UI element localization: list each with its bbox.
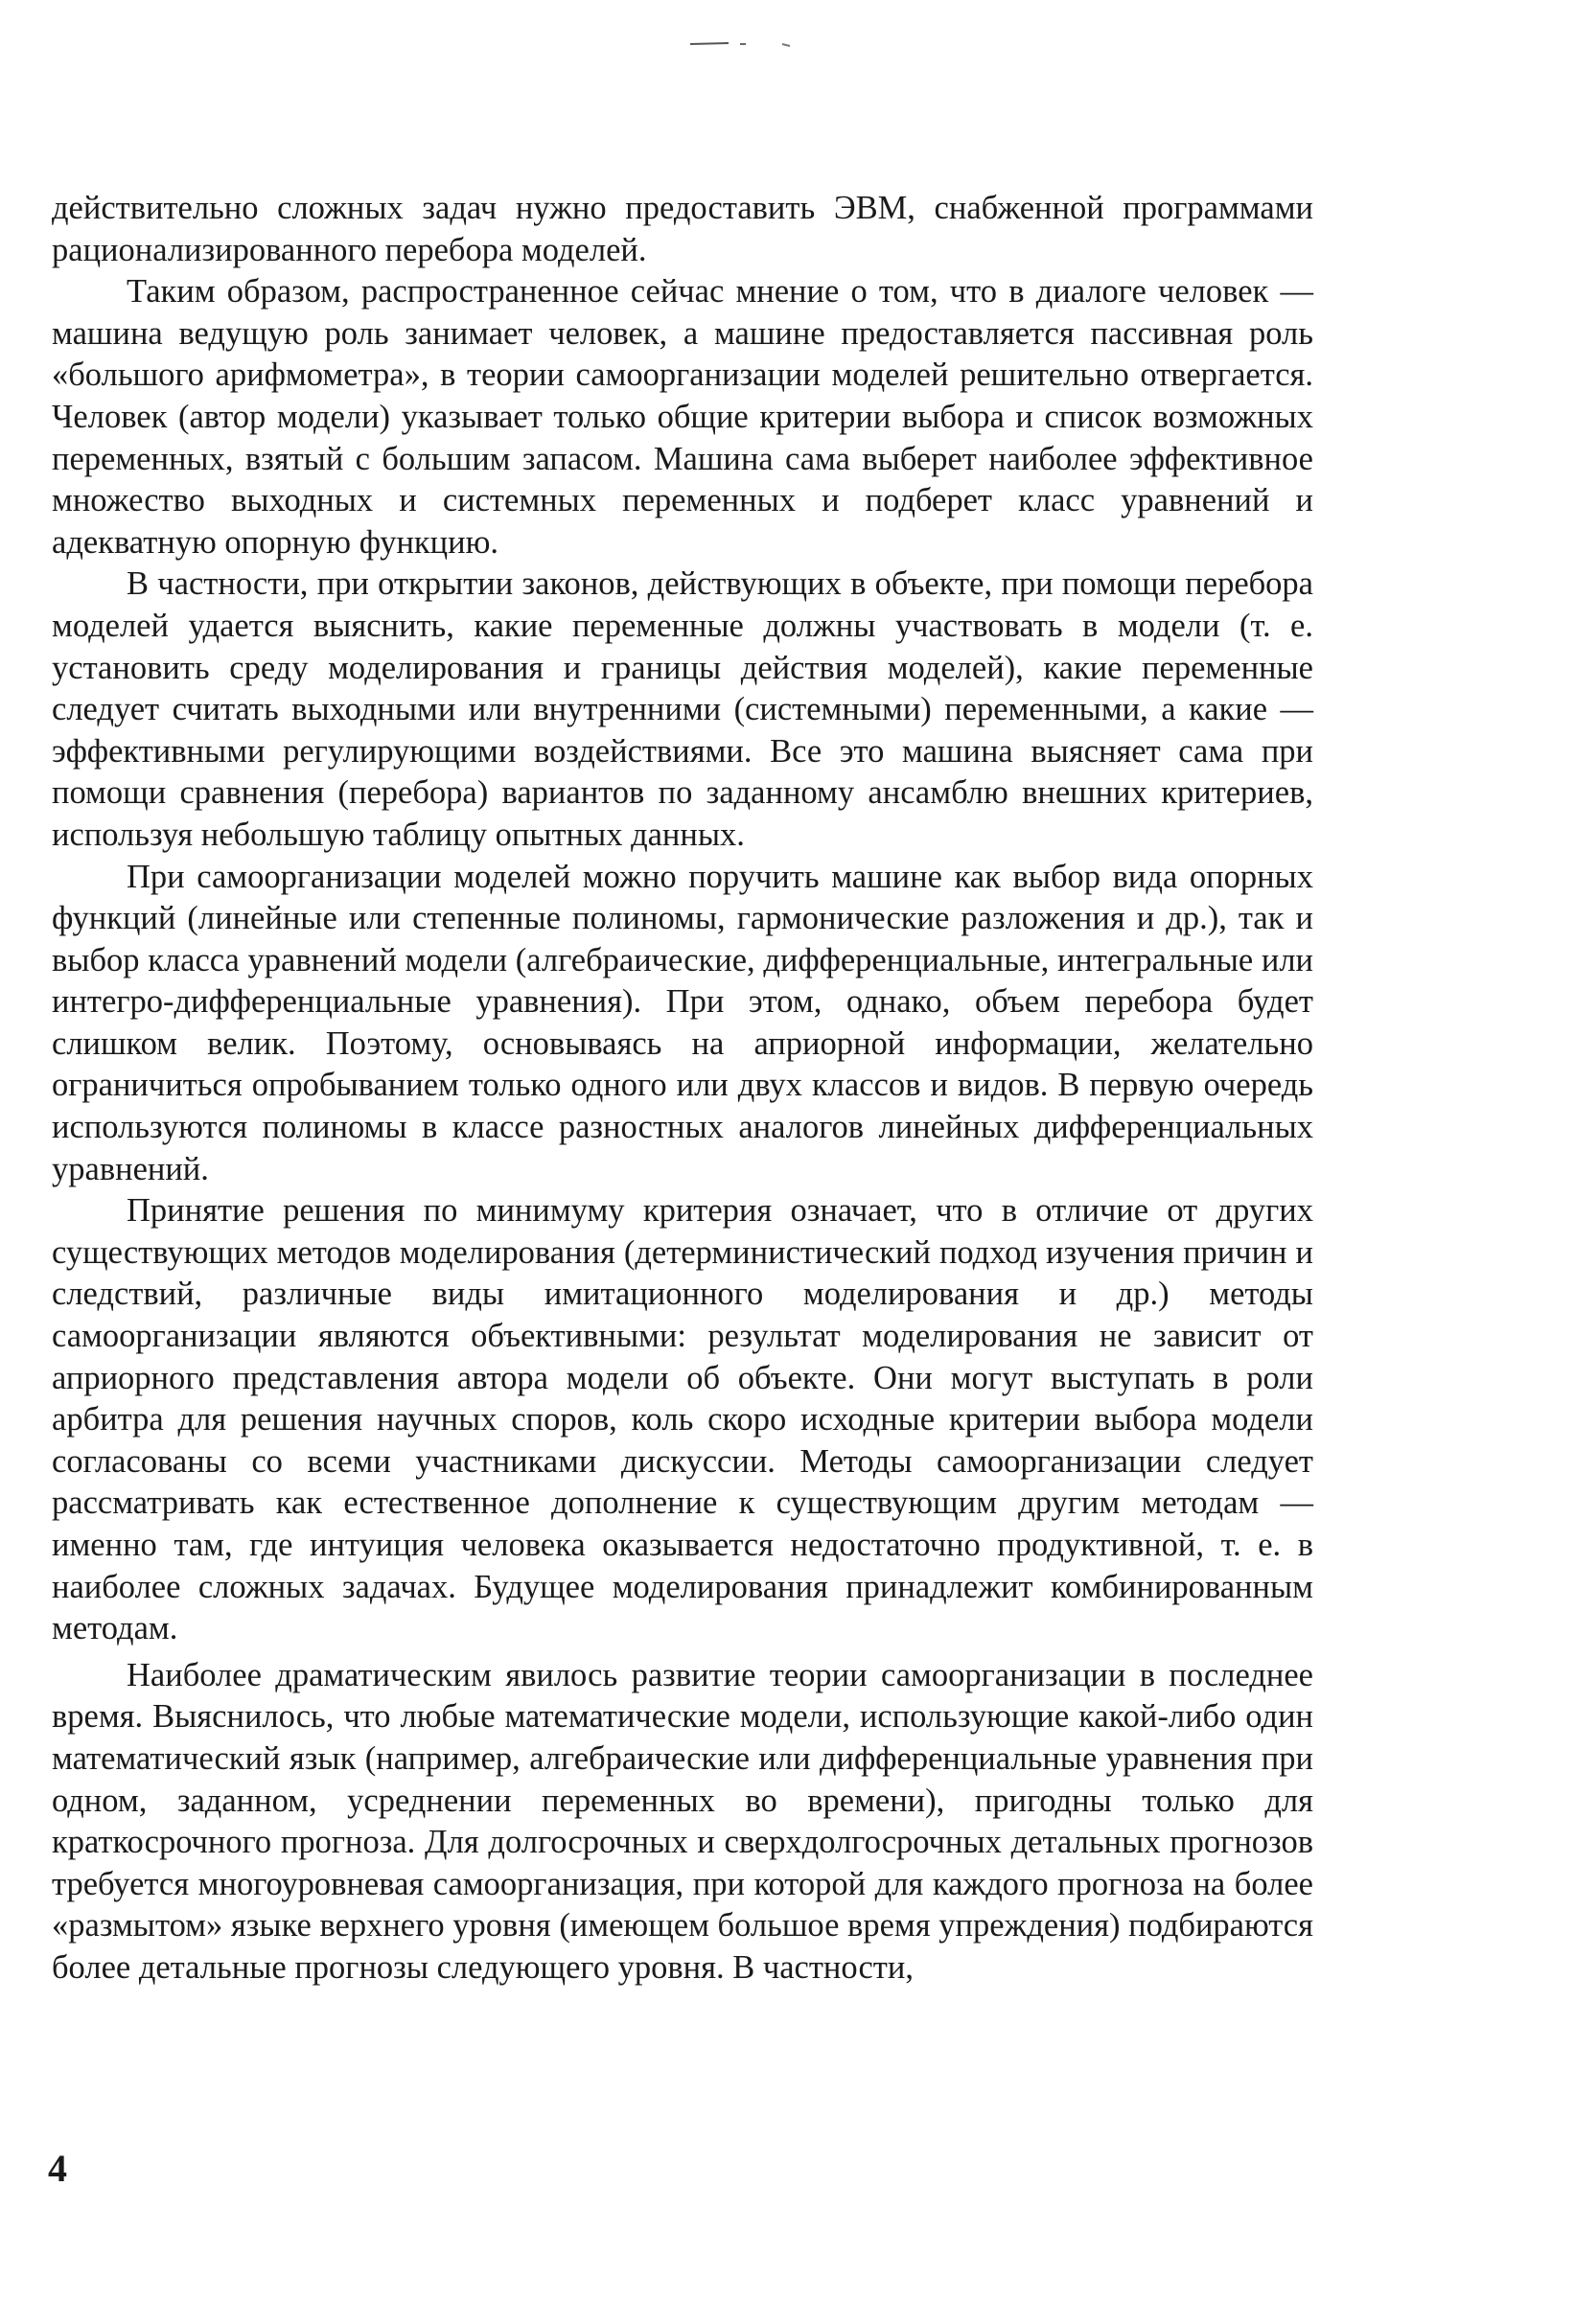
- paragraph: При самоорганизации моделей можно поручить машине как выбор вида опорных функций (линейные или степенные полиномы, гармонические разложения и др.), так и выбор класса уравнений модели (алгебраические, дифференциальные, интегральные или интегро-дифференциальные уравнения). При этом, однако, объем перебора будет слишком велик. Поэтому, основываясь на априорной информации, желательно ограничиться опробыванием только одного или двух классов и видов. В первую очередь используются полиномы в классе разностных аналогов линейных дифференциальных уравнений.: [52, 858, 1313, 1187]
- paragraph-continuation: действительно сложных задач нужно предоставить ЭВМ, снабженной программами рационализированного перебора моделей.: [52, 190, 1313, 268]
- paragraph: Принятие решения по минимуму критерия означает, что в отличие от других существующих методов моделирования (детерминистический подход изучения причин и следствий, различные виды имитационного моделирования и др.) методы самоорганизации являются объективными: результат моделирования не зависит от априорного представления автора модели об объекте. Они могут выступать в роли арбитра для решения научных споров, коль скоро исходные критерии выбора модели согласованы со всеми участниками дискуссии. Методы самоорганизации следует рассматривать как естественное дополнение к существующим другим методам — именно там, где интуиция человека оказывается недостаточно продуктивной, т. е. в наиболее сложных задачах. Будущее моделирования принадлежит комбинированным методам.: [52, 1192, 1313, 1647]
- scan-artifact-mark: [688, 38, 794, 50]
- paragraph: В частности, при открытии законов, действующих в объекте, при помощи перебора моделей удается выяснить, какие переменные должны участвовать в модели (т. е. установить среду моделирования и границы действия моделей), какие переменные следует считать выходными или внутренними (системными) переменными, а какие — эффективными регулирующими воздействиями. Все это машина выясняет сама при помощи сравнения (перебора) вариантов по заданному ансамблю внешних критериев, используя небольшую таблицу опытных данных.: [52, 565, 1313, 853]
- paragraph: Наиболее драматическим явилось развитие теории самоорганизации в последнее время. Выяснилось, что любые математические модели, использующие какой-либо один математический язык (например, алгебраические или дифференциальные уравнения при одном, заданном, усреднении переменных во времени), пригодны только для краткосрочного прогноза. Для долгосрочных и сверхдолгосрочных детальных прогнозов требуется многоуровневая самоорганизация, при которой для каждого прогноза на более «размытом» языке верхнего уровня (имеющем большое время упреждения) подбираются более детальные прогнозы следующего уровня. В частности,: [52, 1656, 1313, 1986]
- paragraph: Таким образом, распространенное сейчас мнение о том, что в диалоге человек — машина ведущую роль занимает человек, а машине предоставляется пассивная роль «большого арифмометра», в теории самоорганизации моделей решительно отвергается. Человек (автор модели) указывает только общие критерии выбора и список возможных переменных, взятый с большим запасом. Машина сама выберет наиболее эффективное множество выходных и системных переменных и подберет класс уравнений и адекватную опорную функцию.: [52, 273, 1313, 561]
- page-number: 4: [48, 2147, 67, 2190]
- body-text: [52, 188, 1313, 1990]
